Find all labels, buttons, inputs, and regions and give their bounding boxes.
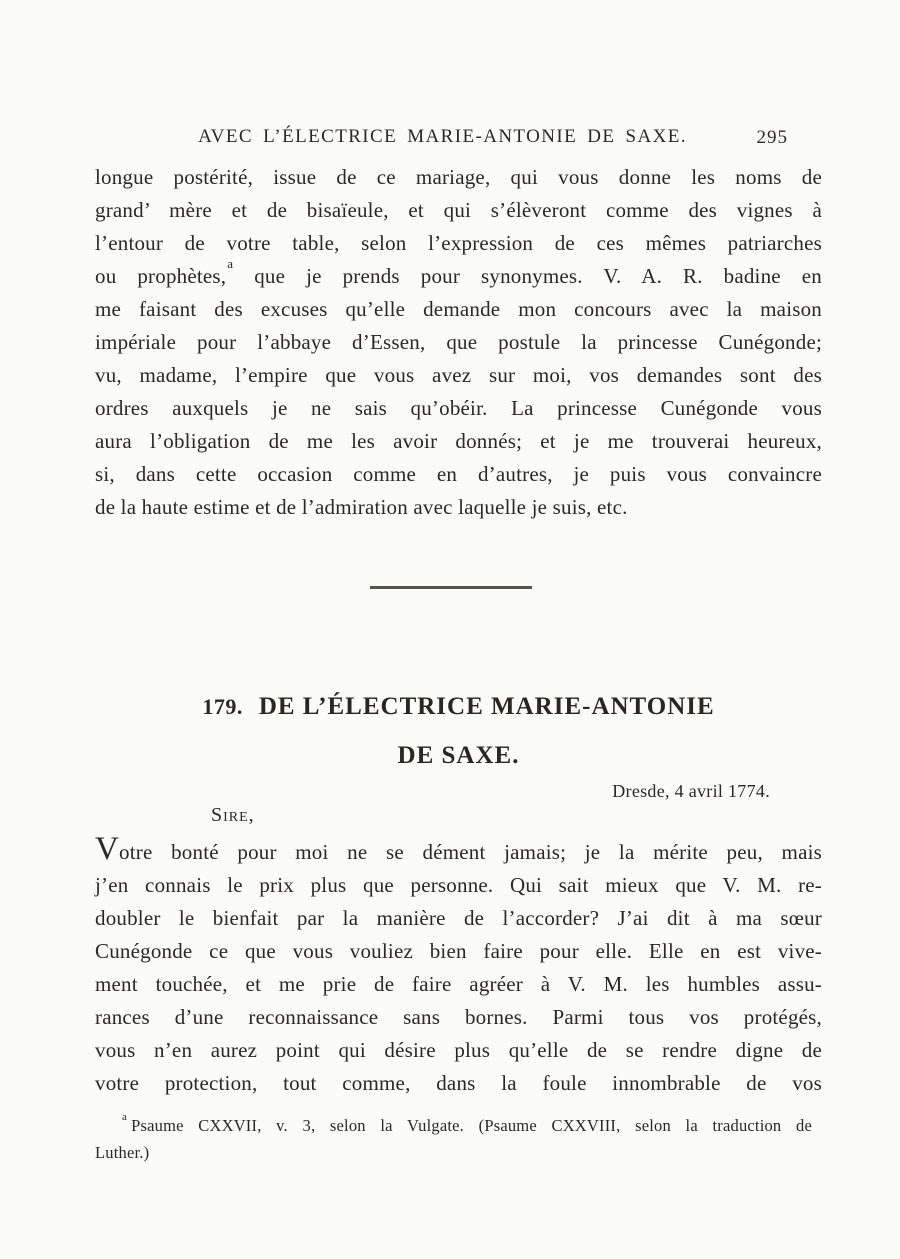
text-line-part: ou prophètes,	[95, 264, 227, 288]
paragraph-continuation	[95, 161, 822, 524]
text-line	[95, 256, 822, 293]
text-line: Cunégonde ce que vous vouliez bien faire pour elle. Elle en est vive-	[95, 939, 822, 963]
salutation: Sire,	[211, 804, 255, 826]
running-header	[95, 124, 822, 152]
letter-number: 179.	[202, 694, 243, 719]
drop-cap: V	[95, 831, 120, 867]
footnote-line	[95, 1112, 812, 1139]
text-line: de la haute estime et de l’admiration avec laquelle je suis, etc.	[95, 495, 628, 519]
letter-heading-title: DE L’ÉLECTRICE MARIE-ANTONIE	[258, 693, 715, 720]
text-line: longue postérité, issue de ce mariage, qui vous donne les noms de	[95, 165, 822, 189]
dateline: Dresde, 4 avril 1774.	[612, 781, 770, 801]
text-line: grand’ mère et de bisaïeule, et qui s’élèveront comme des vignes à	[95, 198, 822, 222]
page-number: 295	[756, 127, 788, 148]
text-line: vu, madame, l’empire que vous avez sur moi, vos demandes sont des	[95, 363, 822, 387]
running-header-title: AVEC L’ÉLECTRICE MARIE-ANTONIE DE SAXE.	[198, 126, 687, 147]
letter-body	[95, 831, 822, 1100]
text-line: ordres auxquels je ne sais qu’obéir. La princesse Cunégonde vous	[95, 396, 822, 420]
footnote	[95, 1112, 812, 1166]
footnote-line: Luther.)	[95, 1143, 150, 1162]
letter-heading-line1	[95, 682, 822, 731]
footnote-marker: a	[122, 1110, 128, 1123]
text-line: vous n’en aurez point qui désire plus qu’elle de se rendre digne de	[95, 1038, 822, 1062]
text-line	[95, 831, 822, 869]
text-line: me faisant des excuses qu’elle demande mon concours avec la maison	[95, 297, 822, 321]
text-line-part: Psaume CXXVII, v. 3, selon la Vulgate. (Psaume CXXVIII, selon la traduction de	[131, 1116, 812, 1135]
text-line: l’entour de votre table, selon l’expression de ces mêmes patriarches	[95, 231, 822, 255]
text-line: doubler le bienfait par la manière de l’accorder? J’ai dit à ma sœur	[95, 906, 822, 930]
text-line-part: otre bonté pour moi ne se dément jamais; je la mérite peu, mais	[119, 840, 822, 864]
letter-heading-line2: DE SAXE.	[397, 742, 520, 769]
section-divider	[370, 586, 532, 589]
text-line: rances d’une reconnaissance sans bornes. Parmi tous vos protégés,	[95, 1005, 822, 1029]
text-line-part: que je prends pour synonymes. V. A. R. badine en	[233, 264, 822, 288]
footnote-marker: a	[227, 256, 234, 271]
text-line: votre protection, tout comme, dans la foule innombrable de vos	[95, 1071, 822, 1095]
text-line: ment touchée, et me prie de faire agréer à V. M. les humbles assu-	[95, 972, 822, 996]
text-line: j’en connais le prix plus que personne. Qui sait mieux que V. M. re-	[95, 873, 822, 897]
text-line: aura l’obligation de me les avoir donnés; et je me trouverai heureux,	[95, 429, 822, 453]
text-line: si, dans cette occasion comme en d’autres, je puis vous convaincre	[95, 462, 822, 486]
text-line: impériale pour l’abbaye d’Essen, que postule la princesse Cunégonde;	[95, 330, 822, 354]
letter-heading	[95, 682, 822, 780]
